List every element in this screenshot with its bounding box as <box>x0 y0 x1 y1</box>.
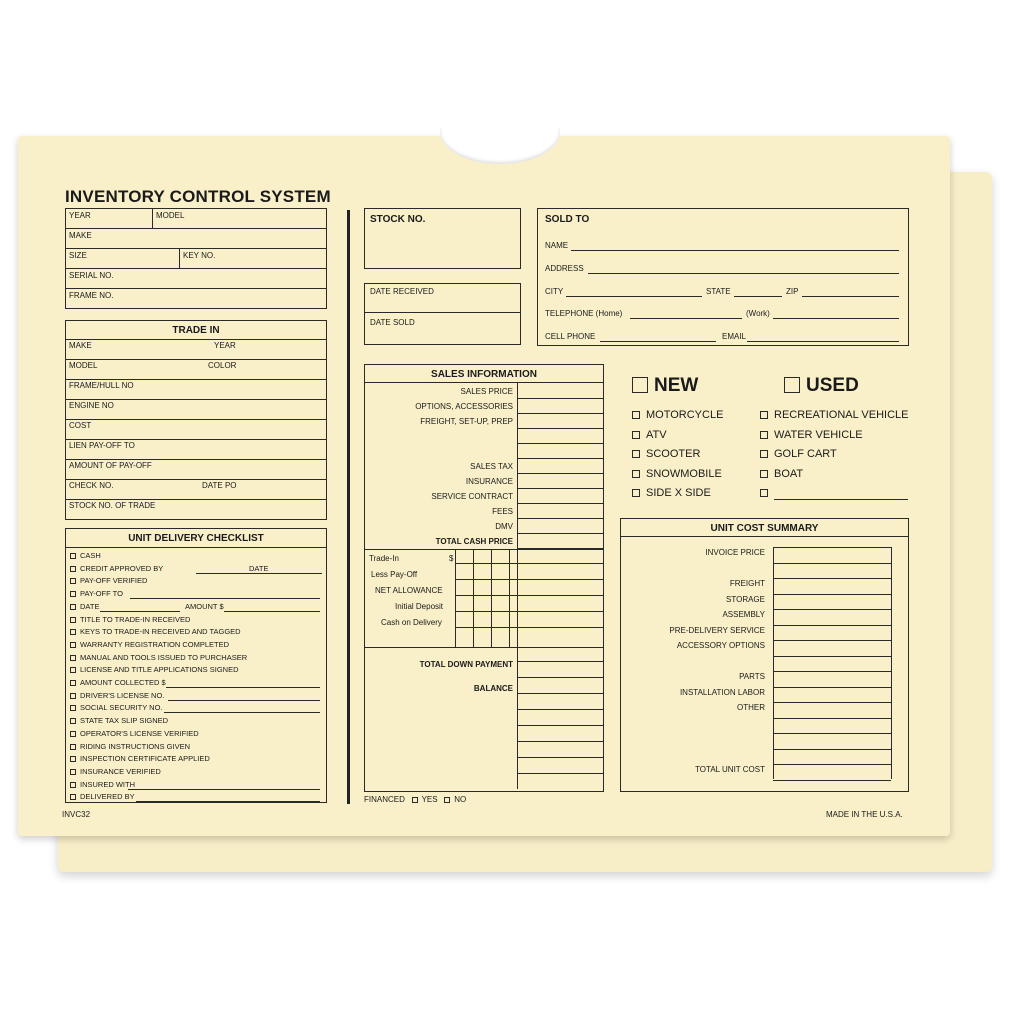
grid-line <box>365 647 603 648</box>
frame-hull-label: FRAME/HULL NO <box>69 381 134 390</box>
cost-line-label: INSTALLATION LABOR <box>679 687 765 697</box>
sales-line-label: DMV <box>495 522 513 531</box>
grid-line <box>455 627 603 628</box>
grid-line <box>517 503 603 504</box>
sales-line-label: FREIGHT, SET-UP, PREP <box>420 417 513 426</box>
sales-info-box <box>364 364 604 792</box>
financed-no-checkbox[interactable] <box>444 797 450 803</box>
checklist-item <box>70 793 135 801</box>
vehicle-type-item <box>760 410 908 421</box>
grid-line <box>773 640 891 641</box>
cost-summary-box <box>620 518 909 792</box>
fill-line <box>272 573 322 574</box>
grid-line <box>517 488 603 489</box>
trade-in-box <box>65 320 327 520</box>
checklist-item <box>70 577 147 585</box>
grid-line <box>455 579 603 580</box>
checklist-item <box>70 692 164 700</box>
lien-payoff-label: LIEN PAY-OFF TO <box>69 441 135 450</box>
checklist-checkbox[interactable] <box>70 553 76 559</box>
checklist-item <box>70 679 166 687</box>
vehicle-type-label: BOAT <box>774 467 804 480</box>
grid-line <box>517 428 603 429</box>
checklist-item-label: KEYS TO TRADE-IN RECEIVED AND TAGGED <box>80 627 241 637</box>
grid-line <box>773 547 774 779</box>
checklist-item <box>70 654 247 662</box>
checklist-item-label: LICENSE AND TITLE APPLICATIONS SIGNED <box>80 665 239 675</box>
checklist-item-label: CASH <box>80 551 101 560</box>
checklist-checkbox[interactable] <box>70 769 76 775</box>
vehicle-type-label: GOLF CART <box>774 448 837 461</box>
checklist-checkbox[interactable] <box>70 667 76 673</box>
grid-line <box>773 780 891 781</box>
grid-line <box>773 749 891 750</box>
vehicle-type-label: SIDE X SIDE <box>646 487 711 500</box>
grid-line <box>773 656 891 657</box>
grid-line <box>773 764 891 765</box>
checklist-item-label: TITLE TO TRADE-IN RECEIVED <box>80 614 191 624</box>
amount-payoff-label: AMOUNT OF PAY-OFF <box>69 461 152 470</box>
used-checkbox[interactable] <box>784 377 800 393</box>
vehicle-type-checkbox[interactable] <box>632 411 640 419</box>
vehicle-type-checkbox[interactable] <box>760 411 768 419</box>
grid-line <box>517 443 603 444</box>
balance-label: BALANCE <box>473 684 513 693</box>
checklist-item-label: OPERATOR'S LICENSE VERIFIED <box>80 728 199 738</box>
delivery-checklist-box <box>65 528 327 803</box>
grid-line <box>517 398 603 399</box>
grid-line <box>517 757 603 758</box>
trade-calc-label: NET ALLOWANCE <box>375 586 443 595</box>
grid-line <box>773 733 891 734</box>
fill-line <box>100 611 180 612</box>
grid-line <box>773 687 891 688</box>
checklist-item <box>70 704 163 712</box>
checklist-item-label: INSPECTION CERTIFICATE APPLIED <box>80 754 210 764</box>
checklist-item <box>70 603 99 611</box>
checklist-checkbox[interactable] <box>70 794 76 800</box>
checklist-checkbox[interactable] <box>70 782 76 788</box>
checklist-checkbox[interactable] <box>70 655 76 661</box>
vehicle-type-checkbox[interactable] <box>632 489 640 497</box>
date-received-label: DATE RECEIVED <box>370 287 434 296</box>
grid-line <box>773 578 891 579</box>
cost-line-label: INVOICE PRICE <box>705 548 765 557</box>
checklist-item <box>70 717 168 725</box>
sales-line-label: SALES PRICE <box>460 387 513 396</box>
cost-line-label: PARTS <box>739 672 765 681</box>
checklist-item <box>70 565 163 573</box>
vehicle-type-label: RECREATIONAL VEHICLE <box>774 409 909 421</box>
vehicle-type-item <box>632 469 722 480</box>
sales-line-label: SERVICE CONTRACT <box>431 492 513 501</box>
checklist-checkbox[interactable] <box>70 680 76 686</box>
grid-line <box>517 709 603 710</box>
zip-label: ZIP <box>786 287 799 296</box>
year-label: YEAR <box>69 211 91 220</box>
checklist-item <box>70 616 190 624</box>
cost-line-label: ACCESSORY OPTIONS <box>676 641 765 650</box>
checklist-checkbox[interactable] <box>70 756 76 762</box>
grid-line <box>773 594 891 595</box>
vehicle-type-item <box>760 449 837 460</box>
engine-no-label: ENGINE NO <box>69 401 114 410</box>
checklist-checkbox[interactable] <box>70 578 76 584</box>
grid-line <box>517 533 603 534</box>
checklist-item <box>70 628 241 636</box>
cost-line-label: PRE-DELIVERY SERVICE <box>669 625 765 635</box>
checklist-item-label: INSURANCE VERIFIED <box>80 766 161 776</box>
dates-box <box>364 283 521 345</box>
form-code: INVC32 <box>62 810 91 819</box>
check-no-label: CHECK NO. <box>69 481 114 490</box>
vehicle-type-checkbox[interactable] <box>760 450 768 458</box>
frame-no-label: FRAME NO. <box>69 291 114 300</box>
fill-line <box>774 499 908 500</box>
trade-calc-label: Trade-In <box>369 554 399 563</box>
checklist-item-label: AMOUNT COLLECTED $ <box>80 678 166 687</box>
checklist-checkbox[interactable] <box>70 617 76 623</box>
checklist-item-label: STATE TAX SLIP SIGNED <box>80 716 169 726</box>
checklist-checkbox[interactable] <box>70 705 76 711</box>
email-label: EMAIL <box>722 332 747 341</box>
grid-line <box>773 609 891 610</box>
grid-line <box>517 741 603 742</box>
stock-no-label: STOCK NO. <box>370 214 426 225</box>
new-checkbox[interactable] <box>632 377 648 393</box>
fill-line <box>224 611 320 612</box>
checklist-checkbox[interactable] <box>70 731 76 737</box>
sales-line-label: OPTIONS, ACCESSORIES <box>415 402 513 411</box>
key-no-label: KEY NO. <box>183 251 216 260</box>
telephone-home-label: TELEPHONE (Home) <box>545 309 623 318</box>
checklist-item-label: DELIVERED BY <box>80 792 135 802</box>
fill-line <box>128 789 320 790</box>
trade-calc-label: Less Pay-Off <box>371 570 418 579</box>
no-label: NO <box>454 795 467 804</box>
fill-line <box>164 712 320 713</box>
vehicle-type-item <box>632 430 667 441</box>
trade-make-label: MAKE <box>69 341 92 350</box>
form-title: INVENTORY CONTROL SYSTEM <box>65 187 331 206</box>
fill-line <box>136 801 320 802</box>
vehicle-type-label: MOTORCYCLE <box>646 409 724 421</box>
cell-phone-label: CELL PHONE <box>545 332 596 341</box>
size-label: SIZE <box>69 251 87 260</box>
vehicle-type-other <box>760 488 774 499</box>
new-option: NEW <box>632 376 698 395</box>
checklist-item <box>70 590 123 598</box>
cost-label: COST <box>69 421 92 430</box>
work-label: (Work) <box>746 309 770 318</box>
fill-line <box>168 700 320 701</box>
date-po-label: DATE PO <box>202 481 237 490</box>
checklist-item-label: PAY-OFF VERIFIED <box>80 576 148 586</box>
grid-line <box>455 563 603 564</box>
checklist-item <box>70 552 101 560</box>
vehicle-type-label: SNOWMOBILE <box>646 467 722 480</box>
checklist-item-label: CREDIT APPROVED BY <box>80 563 164 573</box>
address-label: ADDRESS <box>545 264 584 273</box>
vehicle-type-checkbox[interactable] <box>632 431 640 439</box>
cost-line-label: TOTAL UNIT COST <box>695 765 765 774</box>
vehicle-type-item <box>632 449 700 460</box>
stock-of-trade-label: STOCK NO. OF TRADE <box>69 501 156 510</box>
grid-line <box>517 693 603 694</box>
sold-to-title: SOLD TO <box>545 214 590 225</box>
trade-calc-label: Cash on Delivery <box>381 618 442 627</box>
grid-line <box>773 547 891 548</box>
trade-calc-label: Initial Deposit <box>395 602 444 611</box>
grid-line <box>773 718 891 719</box>
vehicle-type-label: ATV <box>646 428 667 441</box>
cost-line-label: STORAGE <box>726 594 765 604</box>
sales-line-label: FEES <box>492 507 513 516</box>
checklist-item-label: WARRANTY REGISTRATION COMPLETED <box>80 639 230 649</box>
vehicle-type-checkbox[interactable] <box>760 431 768 439</box>
checklist-checkbox[interactable] <box>70 642 76 648</box>
vehicle-type-item <box>760 469 803 480</box>
checklist-item <box>70 743 190 751</box>
fill-line <box>166 687 320 688</box>
checklist-checkbox[interactable] <box>70 718 76 724</box>
grid-line <box>517 773 603 774</box>
vehicle-type-other-checkbox[interactable] <box>760 489 768 497</box>
state-label: STATE <box>706 287 731 296</box>
vehicle-type-checkbox[interactable] <box>632 470 640 478</box>
amount-label: AMOUNT $ <box>185 601 224 611</box>
checklist-item <box>70 781 135 789</box>
checklist-checkbox[interactable] <box>70 566 76 572</box>
checklist-item <box>70 768 161 776</box>
serial-no-label: SERIAL NO. <box>69 271 114 280</box>
vehicle-type-label: SCOOTER <box>646 448 701 461</box>
sales-info-title: SALES INFORMATION <box>431 369 537 380</box>
used-option: USED <box>784 376 859 395</box>
checklist-item-label: DRIVER'S LICENSE NO. <box>80 690 165 700</box>
grid-line <box>517 473 603 474</box>
credit-date-label: DATE <box>249 563 269 573</box>
date-sold-label: DATE SOLD <box>370 318 415 327</box>
unit-info-box <box>65 208 327 309</box>
cost-line-label: FREIGHT <box>729 579 765 588</box>
trade-model-label: MODEL <box>69 361 98 370</box>
vehicle-type-item <box>632 410 723 421</box>
vehicle-type-item <box>632 488 711 499</box>
grid-line <box>891 547 892 779</box>
cost-summary-title: UNIT COST SUMMARY <box>710 523 819 534</box>
grid-line <box>517 549 518 789</box>
financed-yes-checkbox[interactable] <box>412 797 418 803</box>
column-divider <box>347 210 350 804</box>
checklist-item <box>70 755 210 763</box>
checklist-item-label: DATE <box>80 601 100 611</box>
grid-line <box>455 595 603 596</box>
fill-line <box>196 573 246 574</box>
financed-label: FINANCED YES NO <box>364 795 467 804</box>
grid-line <box>517 382 518 549</box>
sales-line-label: SALES TAX <box>470 462 513 471</box>
grid-line <box>517 413 603 414</box>
made-in-label: MADE IN THE U.S.A. <box>826 810 903 819</box>
grid-line <box>455 611 603 612</box>
checklist-checkbox[interactable] <box>70 604 76 610</box>
grid-line <box>517 661 603 662</box>
name-label: NAME <box>545 241 569 250</box>
yes-label: YES <box>421 795 438 804</box>
grid-line <box>517 458 603 459</box>
make-label: MAKE <box>69 231 92 240</box>
model-label: MODEL <box>156 211 185 220</box>
grid-line <box>517 677 603 678</box>
trade-color-label: COLOR <box>208 361 237 370</box>
checklist-item-label: INSURED WITH <box>80 779 135 789</box>
grid-line <box>517 518 603 519</box>
vehicle-type-checkbox[interactable] <box>632 450 640 458</box>
vehicle-type-item <box>760 430 863 441</box>
checklist-item <box>70 730 199 738</box>
city-label: CITY <box>545 287 564 296</box>
checklist-title: UNIT DELIVERY CHECKLIST <box>128 533 264 544</box>
checklist-checkbox[interactable] <box>70 693 76 699</box>
sold-to-box <box>537 208 909 346</box>
inventory-jacket <box>18 136 950 836</box>
dollar-sign: $ <box>449 554 454 563</box>
trade-in-title: TRADE IN <box>172 325 220 336</box>
vehicle-type-checkbox[interactable] <box>760 470 768 478</box>
thumb-cut <box>440 128 560 164</box>
cost-line-label: ASSEMBLY <box>722 610 765 619</box>
grid-line <box>773 671 891 672</box>
sales-line-label: TOTAL CASH PRICE <box>435 537 513 546</box>
checklist-item-label: MANUAL AND TOOLS ISSUED TO PURCHASER <box>80 652 248 662</box>
vehicle-type-label: WATER VEHICLE <box>774 428 863 441</box>
checklist-item <box>70 641 229 649</box>
checklist-checkbox[interactable] <box>70 744 76 750</box>
cost-line-label: OTHER <box>737 703 765 712</box>
grid-line <box>773 625 891 626</box>
checklist-item <box>70 666 239 674</box>
checklist-item-label: RIDING INSTRUCTIONS GIVEN <box>80 741 191 751</box>
fill-line <box>130 598 320 599</box>
checklist-item-label: PAY-OFF TO <box>80 589 123 599</box>
trade-year-label: YEAR <box>214 341 236 350</box>
grid-line <box>365 549 603 550</box>
stock-no-box <box>364 208 521 269</box>
checklist-checkbox[interactable] <box>70 629 76 635</box>
grid-line <box>773 702 891 703</box>
total-down-payment-label: TOTAL DOWN PAYMENT <box>419 660 513 669</box>
checklist-checkbox[interactable] <box>70 591 76 597</box>
grid-line <box>773 563 891 564</box>
grid-line <box>517 725 603 726</box>
checklist-item-label: SOCIAL SECURITY NO. <box>80 703 163 713</box>
sales-line-label: INSURANCE <box>465 477 513 486</box>
